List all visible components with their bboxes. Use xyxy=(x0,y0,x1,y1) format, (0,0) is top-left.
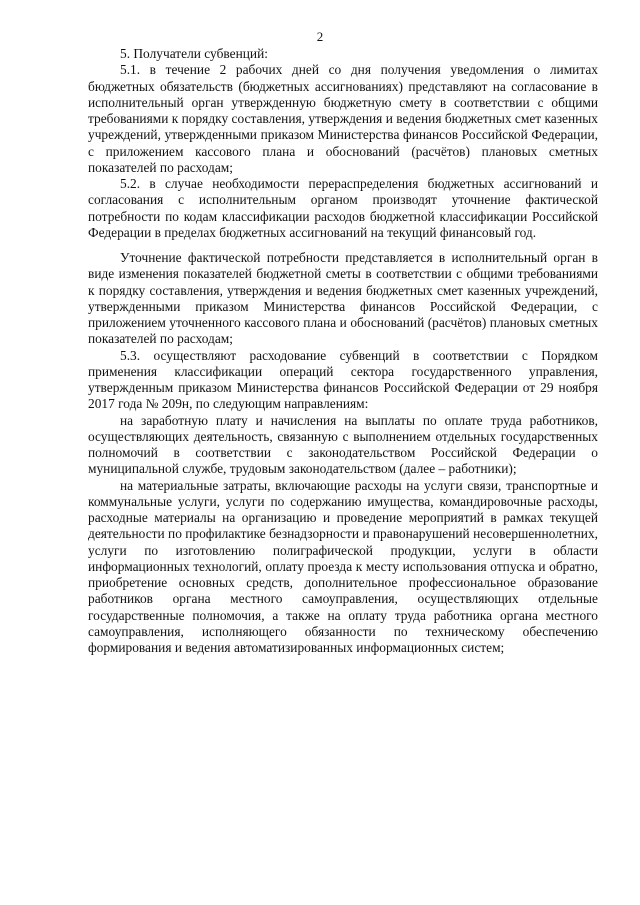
paragraph-utochnenie: Уточнение фактической потребности представляется в исполнительный орган в виде изменения показателей бюджетной сметы в соответствии с общими требованиями к порядку составления, утверждения и ведения бюджетных смет казенных учреждений, утвержденными приказом Министерства финансов Российской Федерации, с приложением уточненного кассового плана и обоснований (расчётов) плановых сметных показателей по расходам; xyxy=(88,250,598,347)
page-number: 2 xyxy=(316,29,324,44)
paragraph-5-1: 5.1. в течение 2 рабочих дней со дня получения уведомления о лимитах бюджетных обязательств (бюджетных ассигнованиях) представляют на согласование в исполнительный орган утвержденную бюджетную смету в соответствии с общими требованиями к порядку составления, утверждения и ведения бюджетных смет казенных учреждений, утвержденными приказом Министерства финансов Российской Федерации, с приложением кассового плана и обоснований (расчётов) плановых сметных показателей по расходам; xyxy=(88,62,598,175)
paragraph-material-expenses: на материальные затраты, включающие расходы на услуги связи, транспортные и коммунальные услуги, услуги по содержанию имущества, командировочные расходы, расходные материалы на организацию и проведение мероприятий в рамках текущей деятельности по профилактике безнадзорности и правонарушений несовершеннолетних, услуги по изготовлению полиграфической продукции, услуги в области информационных технологий, оплату проезда к месту использования отпуска и обратно, приобретение основных средств, дополнительное профессиональное образование работников органа местного самоуправления, осуществляющих отдельные государственные полномочия, а также на оплату труда работника органа местного самоуправления, исполняющего обязанности по техническому обеспечению формирования и ведения автоматизированных информационных систем; xyxy=(88,477,598,655)
paragraph-5-2: 5.2. в случае необходимости перераспределения бюджетных ассигнований и согласования с исполнительным органом производят уточнение фактической потребности по кодам классификации расходов бюджетной классификации Российской Федерации в пределах бюджетных ассигнований на текущий финансовый год. xyxy=(88,176,598,240)
paragraph-5-3: 5.3. осуществляют расходование субвенций в соответствии с Порядком применения классификации операций сектора государственного управления, утвержденным приказом Министерства финансов Российской Федерации от 29 ноября 2017 года № 209н, по следующим направлениям: xyxy=(88,347,598,412)
paragraph-salary-expenses: на заработную плату и начисления на выплаты по оплате труда работников, осуществляющих деятельность, связанную с выполнением отдельных государственных полномочий в соответствии с законодательством Российской Федерации о муниципальной службе, трудовым законодательством (далее – работники); xyxy=(88,412,598,477)
document-body xyxy=(88,46,598,656)
section-heading: 5. Получатели субвенций: xyxy=(120,46,268,61)
